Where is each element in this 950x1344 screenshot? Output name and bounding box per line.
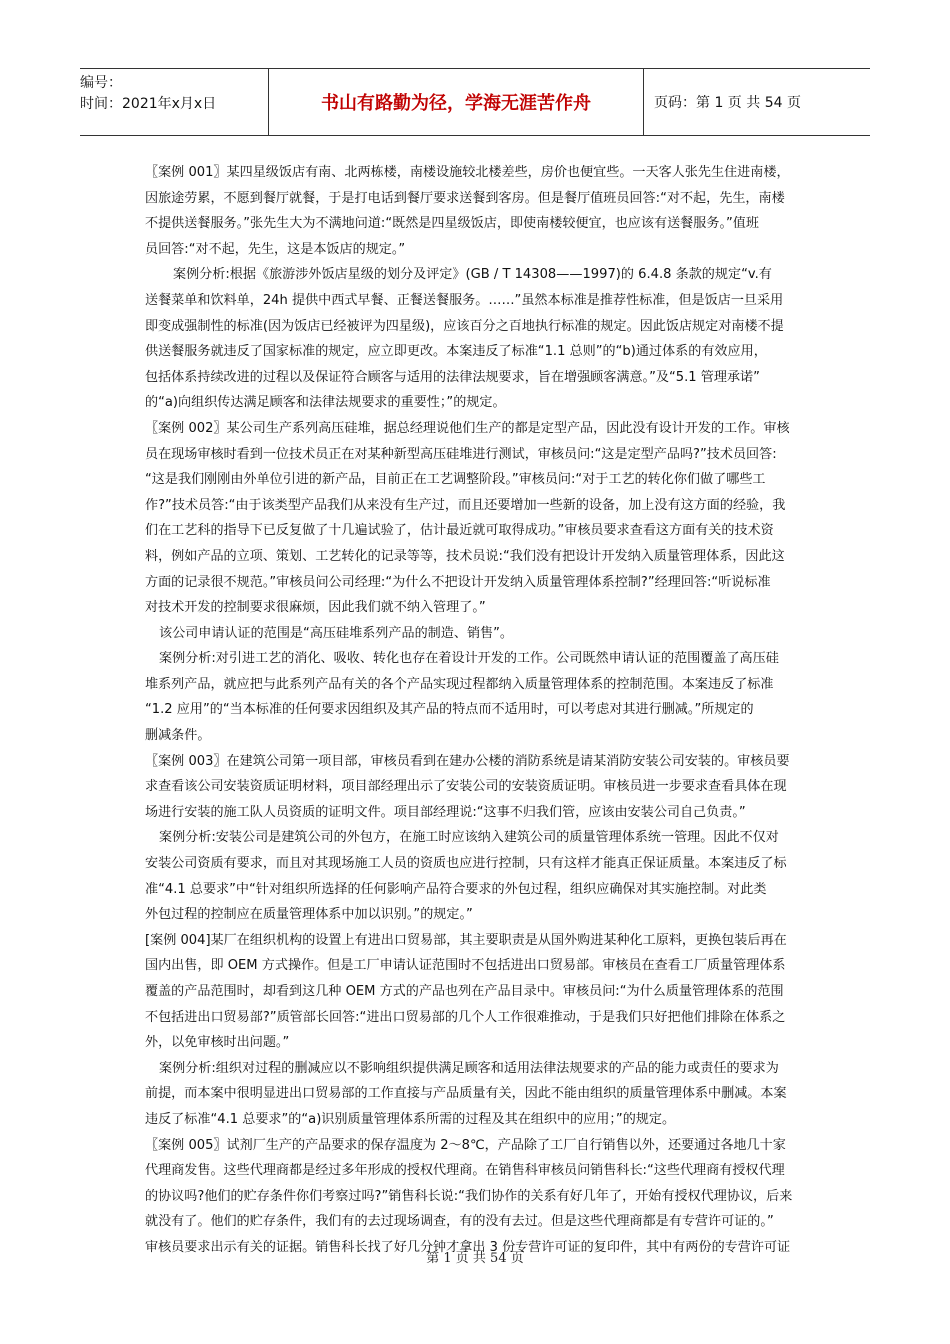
page-header: [80, 68, 870, 136]
text-line: 案例分析:对引进工艺的消化、吸收、转化也存在着设计开发的工作。公司既然申请认证的范围覆盖了高压硅: [159, 651, 779, 667]
text-line: 作?”技术员答:“由于该类型产品我们从来没有生产过，而且还要增加一些新的设备，加上没有这方面的经验，我: [145, 497, 786, 513]
text-line: 案例分析:组织对过程的删减应以不影响组织提供满足顾客和适用法律法规要求的产品的能力或责任的要求为: [159, 1060, 779, 1076]
text-line: 覆盖的产品范围时，却看到这几种 OEM 方式的产品也列在产品目录中。审核员问:“为什么质量管理体系的范围: [145, 984, 784, 999]
text-line: 代理商发售。这些代理商都是经过多年形成的授权代理商。在销售科审核员问销售科长:“这些代理商有授权代理: [145, 1163, 785, 1179]
text-line: 案例分析:根据《旅游涉外饭店星级的划分及评定》(GB / T 14308——1997)的 6.4.8 条款的规定“v.有: [173, 267, 772, 283]
header-motto: 书山有路勤为径，学海无涯苦作舟: [269, 69, 644, 135]
text-line: “这是我们刚刚由外单位引进的新产品，目前正在工艺调整阶段。”审核员问:“对于工艺的转化你们做了哪些工: [145, 472, 766, 488]
text-line: 料，例如产品的立项、策划、工艺转化的记录等等，技术员说:“我们没有把设计开发纳入质量管理体系，因此这: [145, 548, 785, 564]
text-line: 对技术开发的控制要求很麻烦，因此我们就不纳入管理了。”: [145, 600, 486, 616]
text-line: 的协议吗?他们的贮存条件你们考察过吗?”销售科长说:“我们协作的关系有好几年了，开始有授权代理协议，后来: [145, 1188, 793, 1204]
text-line: 安装公司资质有要求，而且对其现场施工人员的资质也应进行控制，只有这样才能真正保证质量。本案违反了标: [145, 856, 787, 872]
text-line: 违反了标准“4.1 总要求”的“a)识别质量管理体系所需的过程及其在组织中的应用；”的规定。: [145, 1111, 676, 1127]
text-line: 就没有了。他们的贮存条件，我们有的去过现场调查，有的没有去过。但是这些代理商都是有专营许可证的。”: [145, 1214, 774, 1230]
text-line: 供送餐服务就违反了国家标准的规定，应立即更改。本案违反了标准“1.1 总则”的“b)通过体系的有效应用，: [145, 344, 767, 360]
text-line: 们在工艺科的指导下已反复做了十几遍试验了，估计最近就可取得成功。”审核员要求查看这方面有关的技术资: [145, 523, 774, 539]
text-line: 案例分析:安装公司是建筑公司的外包方，在施工时应该纳入建筑公司的质量管理体系统一管理。因此不仅对: [159, 830, 779, 846]
text-line: 不提供送餐服务。”张先生大为不满地问道:“既然是四星级饭店，即使南楼较便宜，也应该有送餐服务。”值班: [145, 216, 759, 232]
text-line: 〖案例 002〗某公司生产系列高压硅堆，据总经理说他们生产的都是定型产品，因此没有设计开发的工作。审核: [145, 420, 790, 436]
text-line: 外，以免审核时出问题。”: [145, 1035, 290, 1051]
text-line: 员回答:“对不起，先生，这是本饭店的规定。”: [145, 241, 406, 257]
text-line: [案例 004]某厂在组织机构的设置上有进出口贸易部，其主要职责是从国外购进某种化工原料，更换包装后再在: [145, 932, 787, 948]
text-line: 外包过程的控制应在质量管理体系中加以识别。”的规定。”: [145, 907, 473, 923]
text-line: 前提，而本案中很明显进出口贸易部的工作直接与产品质量有关，因此不能由组织的质量管理体系中删减。本案: [145, 1086, 787, 1102]
document-number-label: 编号：: [80, 75, 122, 91]
text-line: 〖案例 001〗某四星级饭店有南、北两栋楼，南楼设施较北楼差些，房价也便宜些。一天客人张先生住进南楼，: [145, 165, 790, 180]
header-page-info: 页码：第 1 页 共 54 页: [654, 95, 801, 111]
text-line: 送餐菜单和饮料单，24h 提供中西式早餐、正餐送餐服务。……”虽然本标准是推荐性标准，但是饭店一旦采用: [145, 292, 784, 308]
text-line: 〖案例 003〗在建筑公司第一项目部，审核员看到在建办公楼的消防系统是请某消防安装公司安装的。审核员要: [145, 753, 790, 769]
text-line: 〖案例 005〗试剂厂生产的产品要求的保存温度为 2～8℃，产品除了工厂自行销售以外，还要通过各地几十家: [145, 1137, 786, 1153]
text-line: 即变成强制性的标准(因为饭店已经被评为四星级)，应该百分之百地执行标准的规定。因此饭店规定对南楼不提: [145, 318, 784, 334]
text-line: 该公司申请认证的范围是“高压硅堆系列产品的制造、销售”。: [159, 625, 514, 641]
text-line: 审核员要求出示有关的证据。销售科长找了好几分钟才拿出 3 份专营许可证的复印件，其中有两份的专营许可证: [145, 1239, 791, 1255]
text-line: 场进行安装的施工队人员资质的证明文件。项目部经理说:“这事不归我们管，应该由安装公司自己负责。”: [145, 804, 746, 820]
page-footer: 第 1 页 共 54 页: [426, 1251, 524, 1266]
text-line: 包括体系持续改进的过程以及保证符合顾客与适用的法律法规要求，旨在增强顾客满意。”及“5.1 管理承诺”: [145, 369, 760, 385]
text-line: 的“a)向组织传达满足顾客和法律法规要求的重要性；”的规定。: [145, 395, 506, 411]
text-line: “1.2 应用”的“当本标准的任何要求因组织及其产品的特点而不适用时，可以考虑对其进行删减。”所规定的: [145, 702, 754, 718]
text-line: 国内出售，即 OEM 方式操作。但是工厂申请认证范围时不包括进出口贸易部。审核员在查看工厂质量管理体系: [145, 958, 786, 974]
text-line: 堆系列产品，就应把与此系列产品有关的各个产品实现过程都纳入质量管理体系的控制范围。本案违反了标准: [145, 676, 774, 692]
document-body: [145, 160, 813, 1261]
text-line: 删减条件。: [145, 728, 211, 744]
header-meta: [80, 69, 269, 135]
text-line: 因旅途劳累，不愿到餐厅就餐，于是打电话到餐厅要求送餐到客房。但是餐厅值班员回答:“对不起，先生，南楼: [145, 190, 785, 206]
text-line: 方面的记录很不规范。”审核员问公司经理:“为什么不把设计开发纳入质量管理体系控制?”经理回答:“听说标准: [145, 574, 771, 590]
text-line: 员在现场审核时看到一位技术员正在对某种新型高压硅堆进行测试，审核员问:“这是定型产品吗?”技术员回答:: [145, 446, 777, 462]
text-line: 准“4.1 总要求”中“针对组织所选择的任何影响产品符合要求的外包过程，组织应确保对其实施控制。对此类: [145, 881, 767, 897]
text-line: 不包括进出口贸易部?”质管部长回答:“进出口贸易部的几个人工作很难推动，于是我们只好把他们排除在体系之: [145, 1009, 786, 1025]
text-line: 求查看该公司安装资质证明材料，项目部经理出示了安装公司的安装资质证明。审核员进一步要求查看具体在现: [145, 779, 787, 795]
document-time-label: 时间：2021年x月x日: [80, 96, 217, 112]
